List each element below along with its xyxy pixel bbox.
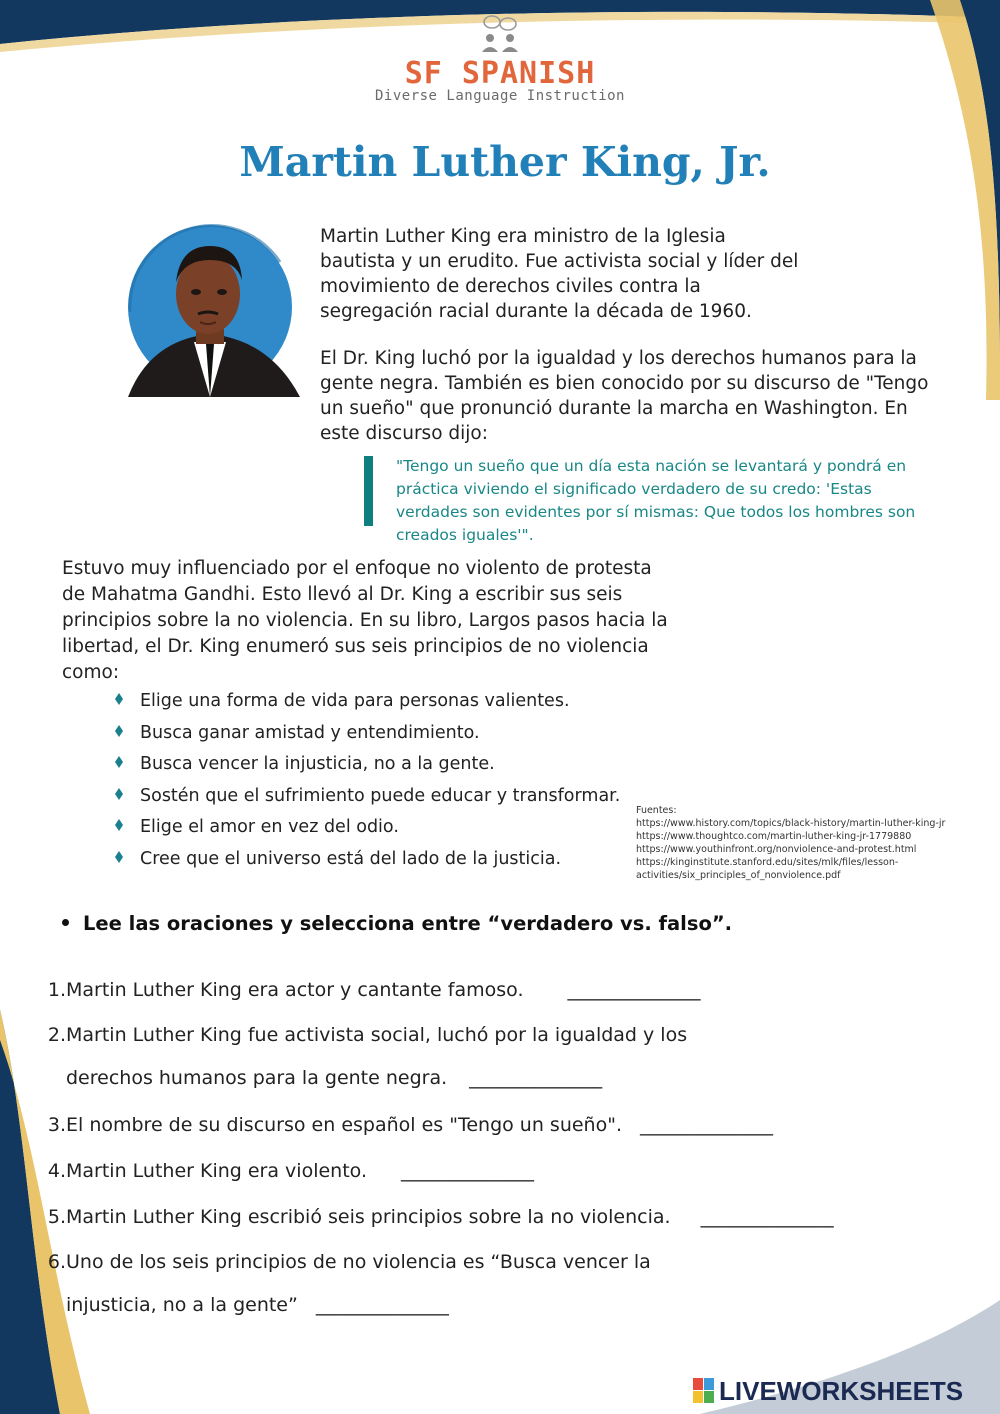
instructions: Lee las oraciones y selecciona entre “verdadero vs. falso”. [62,912,732,935]
quote-bar [364,456,373,526]
list-item: Elige una forma de vida para personas valientes. [112,688,620,720]
list-item: Elige el amor en vez del odio. [112,814,620,846]
diamond-bullet-icon [115,725,123,737]
liveworksheets-watermark: LIVEWORKSHEETS [693,1378,1000,1404]
page-title: Martin Luther King, Jr. [239,138,771,186]
list-item: Sostén que el sufrimiento puede educar y transformar. [112,783,620,815]
sources [636,804,986,882]
source-link[interactable]: https://www.youthinfront.org/nonviolence-and-protest.html [636,844,917,855]
liveworksheets-logo-icon [693,1378,715,1404]
source-link[interactable]: https://kinginstitute.stanford.edu/sites/mlk/files/lesson- [636,857,899,868]
source-link[interactable]: https://www.history.com/topics/black-history/martin-luther-king-jr [636,818,946,829]
principles-list [112,688,620,878]
question-4: 4.Martin Luther King era violento. ______________ [40,1158,960,1184]
diamond-bullet-icon [115,851,123,863]
intro-paragraph-1: Martin Luther King era ministro de la Iglesia bautista y un erudito. Fue activista social y líder del movimiento de derechos civiles contra la segregación racial durante la década de 1960. [320,226,799,322]
answer-blank[interactable]: ______________ [567,979,701,1001]
diamond-bullet-icon [115,788,123,800]
bullet-icon [62,919,69,926]
answer-blank[interactable]: ______________ [401,1160,534,1182]
sources-label: Fuentes: [636,805,677,816]
answer-blank[interactable]: ______________ [469,1067,603,1089]
question-2-continued: derechos humanos para la gente negra. ______________ [66,1067,665,1089]
diamond-bullet-icon [115,819,123,831]
list-item: Busca vencer la injusticia, no a la gente. [112,751,620,783]
list-item: Busca ganar amistad y entendimiento. [112,720,620,752]
answer-blank[interactable]: ______________ [315,1294,449,1316]
question-5: 5.Martin Luther King escribió seis principios sobre la no violencia. ______________ [40,1204,960,1230]
logo-tagline: Diverse Language Instruction [374,88,625,104]
logo-name: SF SPANISH [404,56,596,91]
source-link[interactable]: activities/six_principles_of_nonviolence.pdf [636,870,841,881]
diamond-bullet-icon [115,693,123,705]
question-3: 3.El nombre de su discurso en español es "Tengo un sueño". ______________ [40,1112,960,1138]
answer-blank[interactable]: ______________ [700,1206,834,1228]
question-6-continued: injusticia, no a la gente” ______________ [66,1294,512,1316]
portrait-illustration [110,222,310,402]
list-item: Cree que el universo está del lado de la justicia. [112,846,620,878]
diamond-bullet-icon [115,756,123,768]
intro-paragraph-3: Estuvo muy influenciado por el enfoque no violento de protesta de Mahatma Gandhi. Esto llevó al Dr. King a escribir sus seis principios sobre la no violencia. En su libro, Largos pasos hacia la libertad, el Dr. King enumeró sus seis principios de no violencia como: [62,558,668,683]
question-1: 1.Martin Luther King era actor y cantante famoso. ______________ [40,977,960,1003]
question-6: 6.Uno de los seis principios de no violencia es “Busca vencer la [47,1251,651,1273]
intro-paragraph-2: El Dr. King luchó por la igualdad y los derechos humanos para la gente negra. También es bien conocido por su discurso de "Tengo un sueño" que pronunció durante la marcha en Washington. En este discurso dijo: [320,348,929,444]
answer-blank[interactable]: ______________ [640,1114,774,1136]
source-link[interactable]: https://www.thoughtco.com/martin-luther-king-jr-1779880 [636,831,912,842]
chat-people-icon [470,12,530,54]
question-2: 2.Martin Luther King fue activista social, luchó por la igualdad y los [47,1024,688,1046]
logo [0,12,1000,58]
speech-quote: "Tengo un sueño que un día esta nación se levantará y pondrá en práctica viviendo el significado verdadero de su credo: 'Estas verdades son evidentes por sí mismas: Que todos los hombres son creados iguales'". [396,457,916,544]
